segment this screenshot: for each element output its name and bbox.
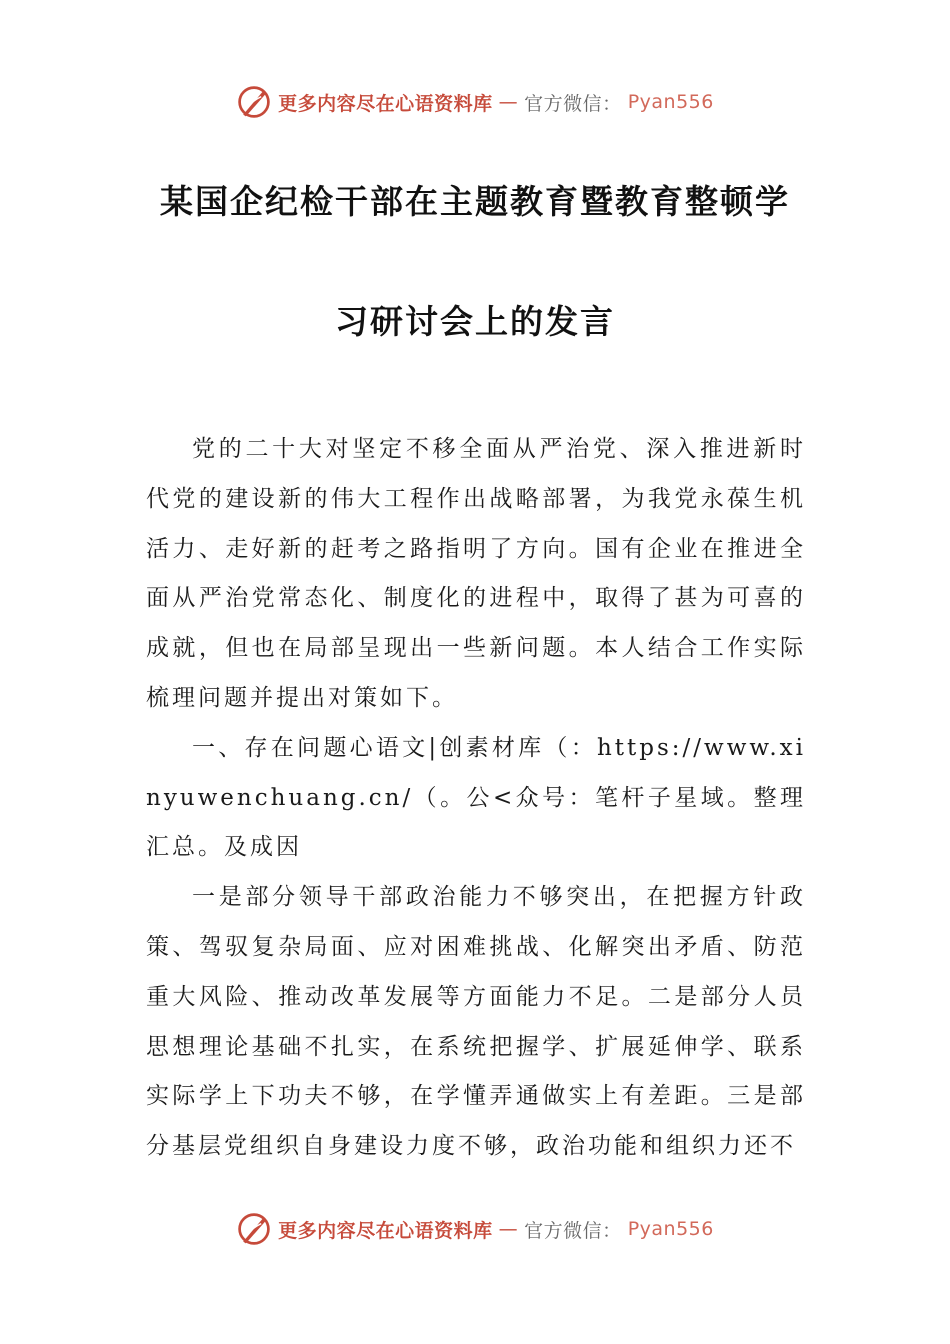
paragraph-section-heading: 一、存在问题心语文|创素材库（：https://www.xinyuwenchuang.cn/（。公<众号：笔杆子星域。整理汇总。及成因 (146, 734, 806, 861)
paragraph-intro: 党的二十大对坚定不移全面从严治党、深入推进新时代党的建设新的伟大工程作出战略部署，为我党永葆生机活力、走好新的赶考之路指明了方向。国有企业在推进全面从严治党常态化、制度化的进程中，取得了甚为可喜的成就，但也在局部呈现出一些新问题。本人结合工作实际梳理问题并提出对策如下。 (146, 436, 806, 711)
watermark-label: 官方微信： (524, 1219, 622, 1242)
watermark-separator: — (498, 91, 519, 113)
watermark-wechat-id: Pyan556 (627, 91, 714, 113)
header-watermark (0, 82, 950, 122)
watermark-title: 更多内容尽在心语资料库 (278, 92, 493, 115)
watermark-title: 更多内容尽在心语资料库 (278, 1219, 493, 1242)
watermark-separator: — (498, 1218, 519, 1240)
quill-logo-icon (236, 1211, 272, 1247)
quill-logo-icon (236, 84, 272, 120)
watermark-label: 官方微信： (524, 92, 622, 115)
document-body (146, 425, 806, 1172)
footer-watermark (0, 1209, 950, 1249)
document-title-line-1: 某国企纪检干部在主题教育暨教育整顿学 (160, 182, 790, 221)
document-title-line-2: 习研讨会上的发言 (335, 302, 615, 341)
watermark-wechat-id: Pyan556 (627, 1218, 714, 1240)
paragraph-problems: 一是部分领导干部政治能力不够突出，在把握方针政策、驾驭复杂局面、应对困难挑战、化解突出矛盾、防范重大风险、推动改革发展等方面能力不足。二是部分人员思想理论基础不扎实，在系统把握学、扩展延伸学、联系实际学上下功夫不够，在学懂弄通做实上有差距。三是部分基层党组织自身建设力度不够，政治功能和组织力还不 (146, 884, 806, 1160)
